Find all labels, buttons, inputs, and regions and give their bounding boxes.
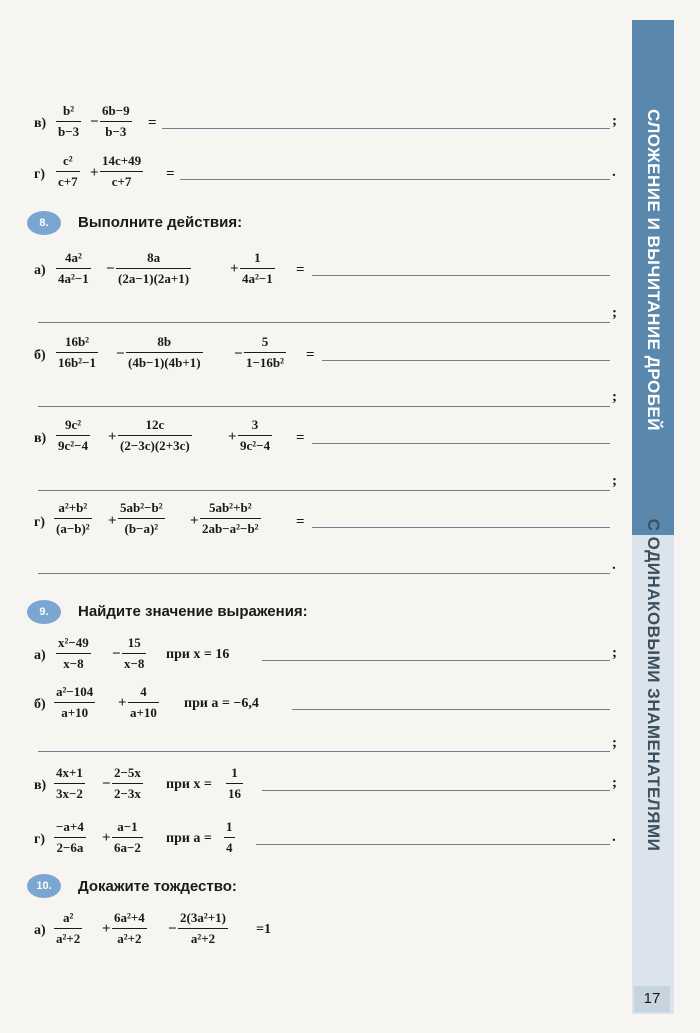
answer-line[interactable]	[312, 527, 610, 528]
fraction: $\frac{\text{x²−49}}{x-8}$	[58, 635, 89, 671]
fraction: $\frac{8a}{(2a-1)(2a+1)}$	[118, 250, 190, 286]
item-label: а)	[34, 648, 46, 663]
item-label: б)	[34, 697, 46, 712]
end-mark: ;	[612, 735, 617, 751]
fraction: $\frac{2-5x}{2-3x}$	[114, 765, 141, 801]
fraction: $\frac{15}{x-8}$	[124, 635, 145, 671]
operator: +	[102, 921, 111, 937]
operator: −	[106, 261, 115, 277]
item-label: а)	[34, 263, 46, 278]
fraction: $\frac{\text{a²−104}}{a+10}$	[56, 684, 94, 720]
operator: +	[118, 695, 127, 711]
item-label: г)	[34, 167, 46, 182]
fraction: $\frac{\text{5ab²−b²}}{\text{(b−a)²}}$	[120, 500, 163, 536]
side-band-title-part1: СЛОЖЕНИЕ И ВЫЧИТАНИЕ ДРОБЕЙ	[644, 109, 663, 431]
item-label: б)	[34, 348, 46, 363]
fraction: $\frac{4x+1}{3x-2}$	[56, 765, 83, 801]
answer-line[interactable]	[262, 660, 610, 661]
exercise-title: Докажите тождество:	[78, 878, 237, 895]
operator: −	[112, 646, 121, 662]
answer-line[interactable]	[38, 406, 610, 407]
fraction: $\frac{\text{5ab²+b²}}{\text{2ab−a²−b²}}$	[202, 500, 259, 536]
operator: +	[228, 429, 237, 445]
condition-text: при x = 16	[166, 647, 230, 662]
fraction: $\frac{\text{a²}}{\text{a²+2}}$	[56, 910, 81, 946]
operator: −	[116, 346, 125, 362]
operator: +	[90, 165, 99, 181]
equals-sign: =	[306, 347, 315, 363]
exercise-number-badge: 8.	[27, 211, 61, 235]
fraction: $\frac{1}{4}$	[226, 819, 233, 855]
fraction: $\frac{8b}{(4b-1)(4b+1)}$	[128, 334, 201, 370]
fraction: $\frac{\text{16b²}}{\text{16b²−1}}$	[58, 334, 97, 370]
condition-text: при a = −6,4	[184, 696, 259, 711]
equals-sign: =	[296, 262, 305, 278]
side-band-title-part2: С ОДИНАКОВЫМИ ЗНАМЕНАТЕЛЯМИ	[644, 518, 663, 852]
item-label: в)	[34, 431, 47, 446]
end-mark: ;	[612, 305, 617, 321]
operator: −	[234, 346, 243, 362]
end-mark: .	[612, 829, 616, 845]
fraction: $\frac{5}{\text{1−16b²}}$	[246, 334, 285, 370]
equals-sign: =	[296, 430, 305, 446]
fraction: $\frac{3}{\text{9c²−4}}$	[240, 417, 271, 453]
item-label: а)	[34, 923, 46, 938]
fraction: $\frac{\text{a²+b²}}{\text{(a−b)²}}$	[56, 500, 90, 536]
operator: +	[108, 513, 117, 529]
end-mark: ;	[612, 473, 617, 489]
identity-result: =1	[256, 922, 271, 937]
equals-sign: =	[148, 115, 157, 131]
answer-line[interactable]	[38, 573, 610, 574]
equals-sign: =	[166, 166, 175, 182]
exercise-title: Найдите значение выражения:	[78, 603, 308, 620]
fraction: $\frac{\text{2(3a²+1)}}{\text{a²+2}}$	[180, 910, 226, 946]
item-label: в)	[34, 778, 47, 793]
end-mark: ;	[612, 775, 617, 791]
fraction: $\frac{-a+4}{2-6a}$	[56, 819, 84, 855]
answer-line[interactable]	[38, 322, 610, 323]
item-label: г)	[34, 515, 46, 530]
answer-line[interactable]	[292, 709, 610, 710]
page-number: 17	[634, 986, 670, 1012]
operator: +	[230, 261, 239, 277]
end-mark: .	[612, 557, 616, 573]
fraction: $\frac{\text{4a²}}{\text{4a²−1}}$	[58, 250, 89, 286]
answer-line[interactable]	[162, 128, 610, 129]
answer-line[interactable]	[38, 490, 610, 491]
fraction: $\frac{1}{\text{4a²−1}}$	[242, 250, 273, 286]
operator: −	[102, 776, 111, 792]
answer-line[interactable]	[312, 443, 610, 444]
operator: +	[190, 513, 199, 529]
operator: +	[102, 830, 111, 846]
fraction: $\frac{4}{a+10}$	[130, 684, 157, 720]
exercise-number-badge: 10.	[27, 874, 61, 898]
answer-line[interactable]	[322, 360, 610, 361]
fraction: $\frac{\text{6a²+4}}{\text{a²+2}}$	[114, 910, 145, 946]
condition-text: при x =	[166, 777, 212, 792]
end-mark: .	[612, 164, 616, 180]
operator: −	[90, 114, 99, 130]
answer-line[interactable]	[38, 751, 610, 752]
fraction: $\frac{\text{c²}}{c+7}$	[58, 153, 78, 189]
end-mark: ;	[612, 113, 617, 129]
equals-sign: =	[296, 514, 305, 530]
end-mark: ;	[612, 645, 617, 661]
condition-text: при a =	[166, 831, 212, 846]
item-label: г)	[34, 832, 46, 847]
fraction: $\frac{1}{16}$	[228, 765, 241, 801]
fraction: $\frac{14c+49}{c+7}$	[102, 153, 142, 189]
fraction: $\frac{\text{b²}}{b-3}$	[58, 103, 80, 139]
fraction: $\frac{\text{9c²}}{\text{9c²−4}}$	[58, 417, 89, 453]
answer-line[interactable]	[262, 790, 610, 791]
fraction: $\frac{12c}{(2-3c)(2+3c)}$	[120, 417, 190, 453]
exercise-number-badge: 9.	[27, 600, 61, 624]
answer-line[interactable]	[180, 179, 610, 180]
fraction: $\frac{6b-9}{b-3}$	[102, 103, 130, 139]
answer-line[interactable]	[256, 844, 610, 845]
answer-line[interactable]	[312, 275, 610, 276]
item-label: в)	[34, 116, 47, 131]
operator: +	[108, 429, 117, 445]
end-mark: ;	[612, 389, 617, 405]
exercise-title: Выполните действия:	[78, 214, 243, 231]
operator: −	[168, 921, 177, 937]
fraction: $\frac{a-1}{6a-2}$	[114, 819, 141, 855]
